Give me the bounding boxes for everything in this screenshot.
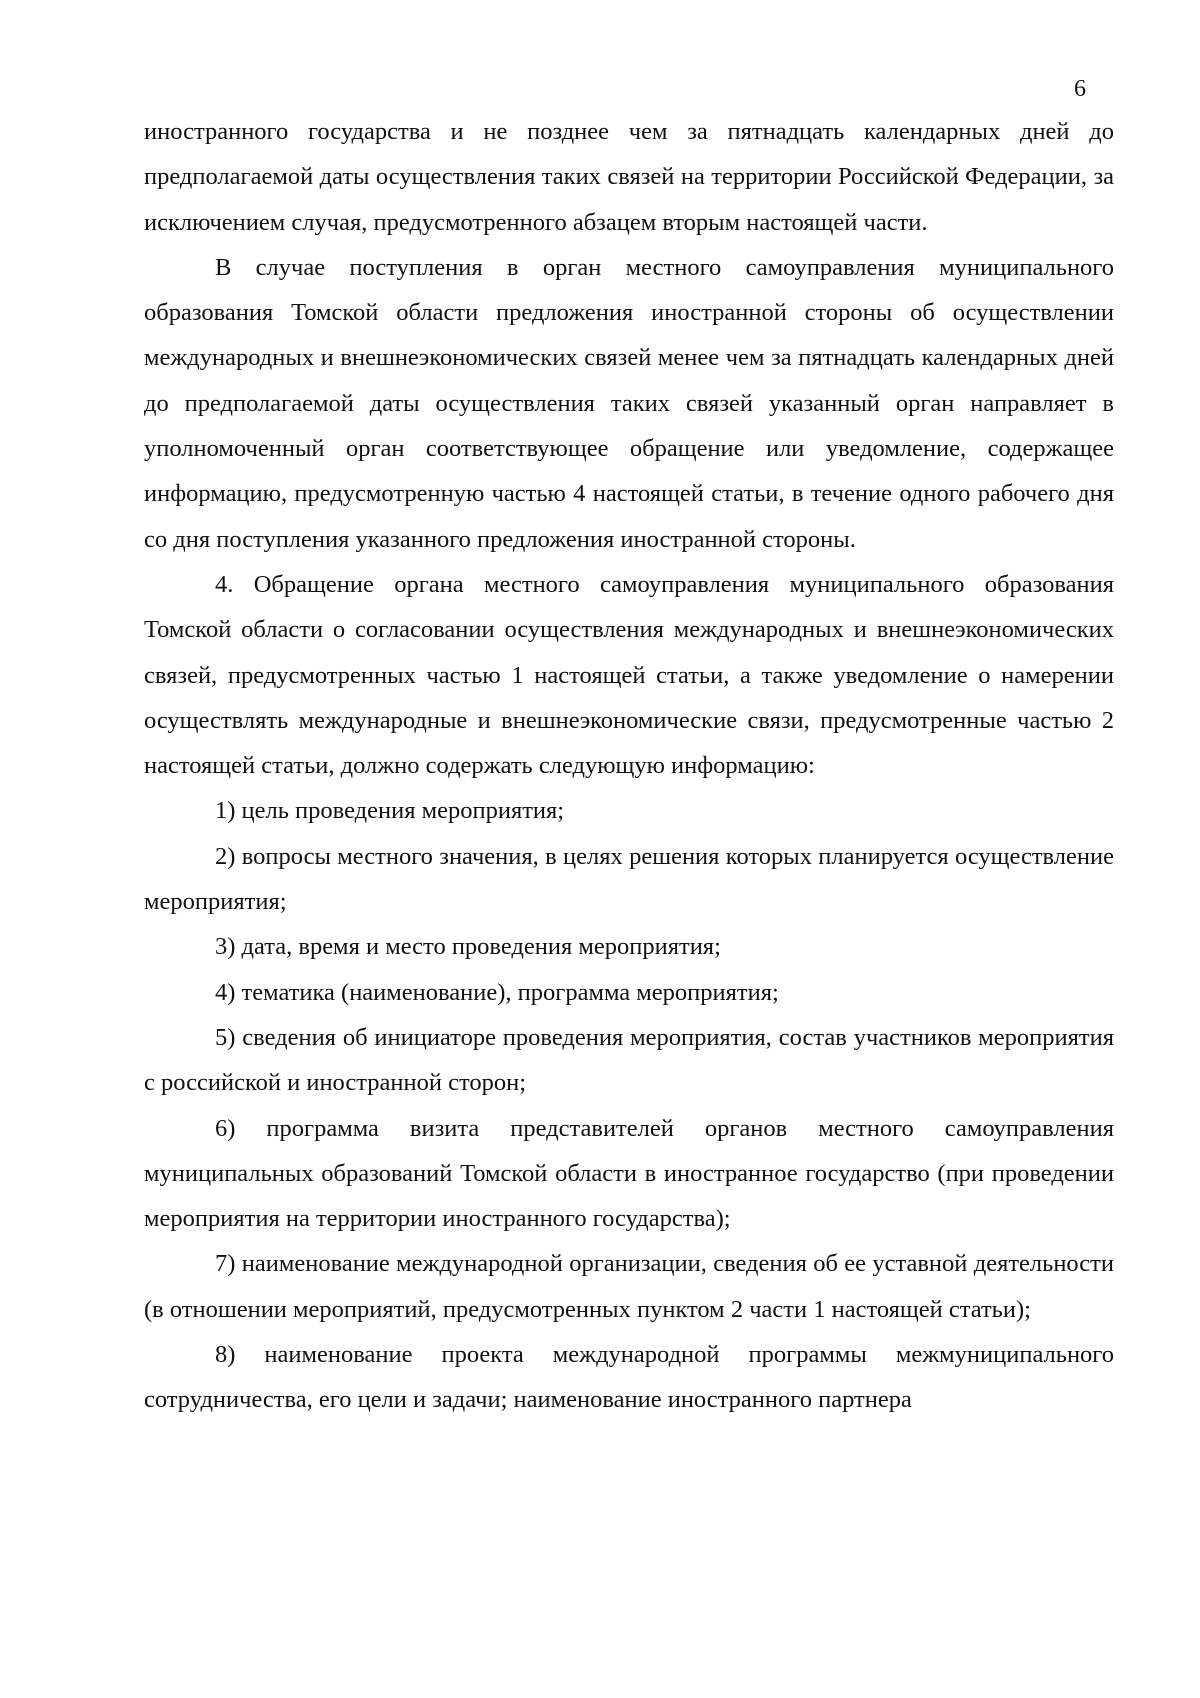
paragraph-continuation: иностранного государства и не позднее чем за пятнадцать календарных дней до предполагаемой даты осуществления таких связей на территории Российской Федерации, за исключением случая, предусмотренного абзацем вторым настоящей части. — [144, 118, 1114, 236]
list-item: 1) цель проведения мероприятия; — [215, 797, 565, 825]
page-number: 6 — [1074, 76, 1086, 102]
list-item: 3) дата, время и место проведения мероприятия; — [215, 933, 721, 961]
paragraph-section-4: 4. Обращение органа местного самоуправления муниципального образования Томской области о согласовании осуществления международных и внешнеэкономических связей, предусмотренных частью 1 настоящей статьи, а также уведомление о намерении осуществлять международные и внешнеэкономические связи, предусмотренные частью 2 настоящей статьи, должно содержать следующую информацию: — [144, 570, 1114, 780]
document-body — [144, 109, 1114, 1423]
paragraph: В случае поступления в орган местного самоуправления муниципального образования Томской области предложения иностранной стороны об осуществлении международных и внешнеэкономических связей менее чем за пятнадцать календарных дней до предполагаемой даты осуществления таких связей указанный орган направляет в уполномоченный орган соответствующее обращение или уведомление, содержащее информацию, предусмотренную частью 4 настоящей статьи, в течение одного рабочего дня со дня поступления указанного предложения иностранной стороны. — [144, 253, 1114, 553]
list-item: 6) программа визита представителей органов местного самоуправления муниципальных образований Томской области в иностранное государство (при проведении мероприятия на территории иностранного государства); — [144, 1114, 1114, 1233]
list-item: 5) сведения об инициаторе проведения мероприятия, состав участников мероприятия с российской и иностранной сторон; — [144, 1023, 1114, 1097]
list-item: 7) наименование международной организации, сведения об ее уставной деятельности (в отношении мероприятий, предусмотренных пунктом 2 части 1 настоящей статьи); — [144, 1250, 1114, 1323]
list-item: 4) тематика (наименование), программа мероприятия; — [215, 978, 779, 1006]
list-item: 2) вопросы местного значения, в целях решения которых планируется осуществление мероприятия; — [144, 842, 1114, 916]
list-item: 8) наименование проекта международной программы межмуниципального сотрудничества, его цели и задачи; наименование иностранного партнера — [144, 1341, 1114, 1414]
